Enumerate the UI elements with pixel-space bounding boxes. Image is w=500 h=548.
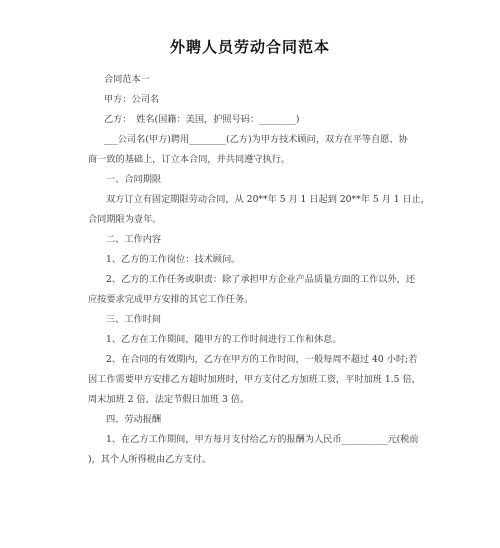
work-hours-item-2-line-2: 因工作需要甲方安排乙方超时加班时，甲方支付乙方加班工资，平时加班 1.5 倍， [88, 374, 421, 385]
work-content-item-2-line-1: 2、乙方的工作任务或职责：除了承担甲方企业产品质量方面的工作以外，还 [106, 274, 416, 285]
term-paragraph-line-1: 双方订立有固定期限劳动合同，从 20**年 5 月 1 日起到 20**年 5 月 1 日止， [106, 194, 431, 205]
section-heading-work-content: 二、工作内容 [106, 234, 162, 245]
term-paragraph-line-2: 合同期限为壹年。 [88, 214, 162, 225]
section-heading-remuneration: 四、劳动报酬 [106, 414, 162, 425]
document-title: 外聘人员劳动合同范本 [169, 38, 330, 56]
section-heading-work-hours: 三、工作时间 [106, 314, 162, 325]
section-heading-term: 一、合同期限 [106, 174, 162, 185]
intro-paragraph-line-1: ___公司名(甲方)聘用________(乙方)为甲方技术顾问，双方在平等自愿、协 [104, 134, 408, 145]
remuneration-item-1-line-2: )，其个人所得税由乙方支付。 [88, 454, 212, 465]
party-b-line: 乙方： 姓名(国籍：美国，护照号码：________) [104, 114, 300, 125]
work-hours-item-2-line-1: 2、在合同的有效期内，乙方在甲方的工作时间，一般每周不超过 40 小时;若 [106, 354, 418, 365]
remuneration-item-1-line-1: 1、在乙方工作期间，甲方每月支付给乙方的报酬为人民币__________元(税前 [106, 434, 419, 445]
document-body [88, 70, 431, 470]
intro-paragraph-line-2: 商一致的基础上，订立本合同，并共同遵守执行。 [88, 154, 291, 165]
work-hours-item-2-line-3: 周末加班 2 倍，法定节假日加班 3 倍。 [88, 394, 250, 405]
template-label: 合同范本一 [104, 74, 150, 85]
party-a-line: 甲方：公司名 [104, 94, 160, 105]
work-hours-item-1: 1、乙方在工作期间，随甲方的工作时间进行工作和休息。 [106, 334, 342, 345]
work-content-item-2-line-2: 应按要求完成甲方安排的其它工作任务。 [88, 294, 254, 305]
work-content-item-1: 1、乙方的工作岗位：技术顾问。 [106, 254, 241, 265]
